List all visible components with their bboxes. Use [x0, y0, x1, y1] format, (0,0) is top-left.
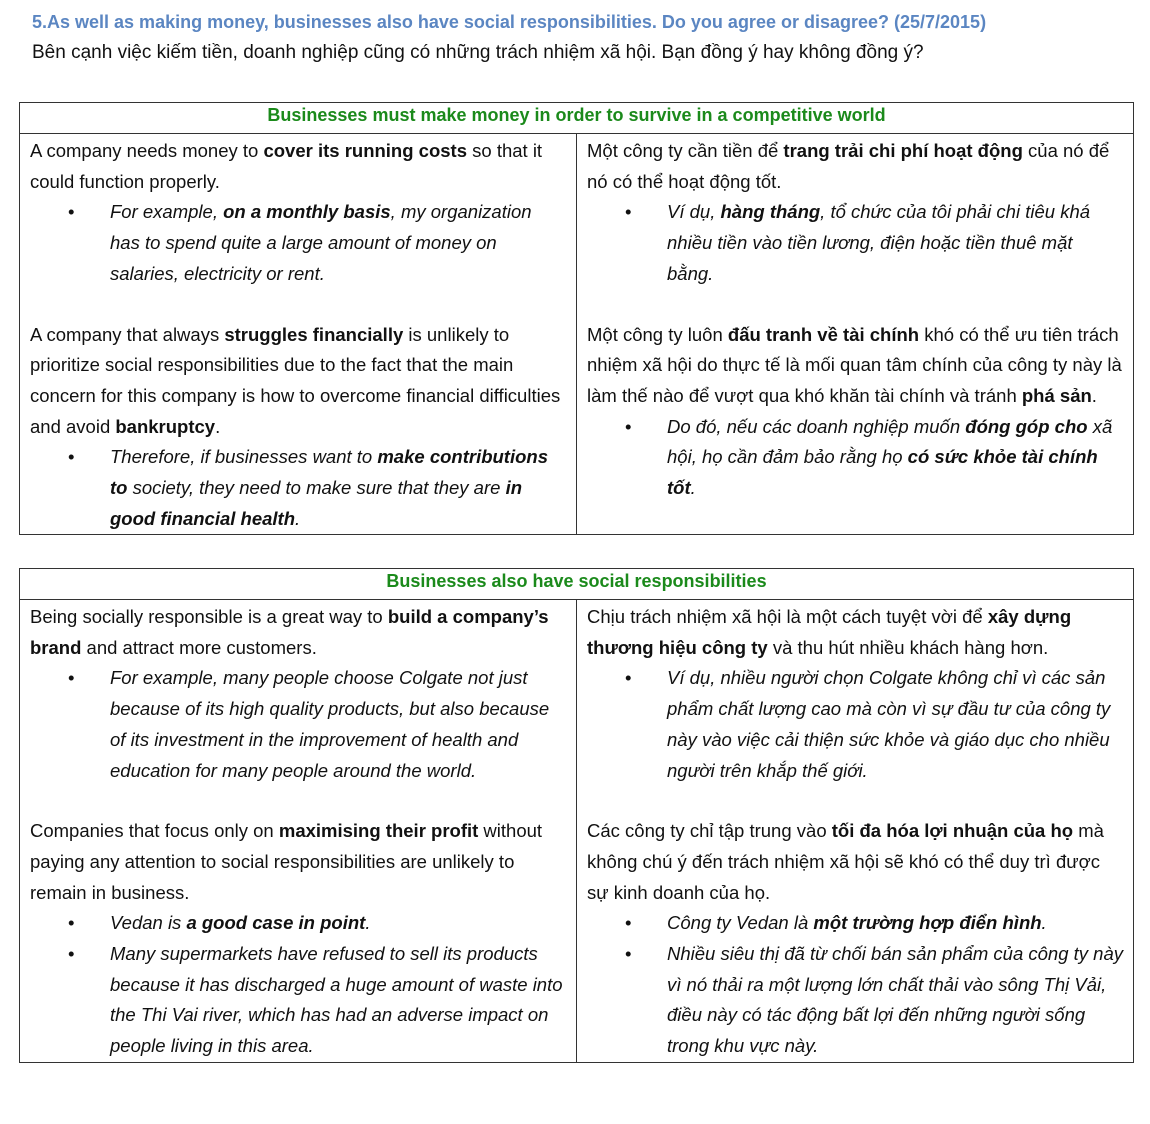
s2-vi-bullet3: • Nhiều siêu thị đã từ chối bán sản phẩm của công ty này vì nó thải ra một lượng lớn chất thải vào sông Thị Vải, điều này có tác động bất lợi đến những người sống trong khu vực này. — [667, 939, 1123, 1062]
s1-en-bullets1 — [30, 197, 566, 289]
section1-english-cell — [20, 134, 577, 535]
s2-vi-bullet2: • Công ty Vedan là một trường hợp điển hình. — [667, 908, 1123, 939]
s2-en-bullets1 — [30, 663, 566, 786]
s1-vi-para2: Một công ty luôn đấu tranh về tài chính khó có thể ưu tiên trách nhiệm xã hội do thực tế là mối quan tâm chính của công ty này là làm thế nào để vượt qua khó khăn tài chính và tránh phá sản. — [587, 323, 1122, 406]
s1-vi-bullets2 — [587, 412, 1123, 504]
s2-vi-bullet1: • Ví dụ, nhiều người chọn Colgate không chỉ vì các sản phẩm chất lượng cao mà còn vì sự đầu tư của công ty này vào việc cải thiện sức khỏe và giáo dục cho nhiều người trên khắp thế giới. — [667, 663, 1123, 786]
s1-vi-bullets1 — [587, 197, 1123, 289]
section1-table — [19, 102, 1134, 535]
question-translation: Bên cạnh việc kiếm tiền, doanh nghiệp cũng có những trách nhiệm xã hội. Bạn đồng ý hay không đồng ý? — [32, 42, 924, 63]
s1-en-bullets2 — [30, 442, 566, 534]
s1-en-para2: A company that always struggles financially is unlikely to prioritize social responsibilities due to the fact that the main concern for this company is how to overcome financial difficulties and avoid bankruptcy. — [30, 323, 561, 437]
s1-vi-para1: Một công ty cần tiền để trang trải chi phí hoạt động của nó để nó có thể hoạt động tốt. — [587, 140, 1110, 192]
section2-vietnamese-cell — [577, 600, 1134, 1063]
question-title: 5.As well as making money, businesses also have social responsibilities. Do you agree or disagree? (25/7/2015) — [32, 12, 987, 32]
section2-english-cell — [20, 600, 577, 1063]
s2-en-bullet1: • For example, many people choose Colgate not just because of its high quality products, but also because of its investment in the improvement of health and education for many people around the world. — [110, 663, 566, 786]
section1-vietnamese-cell — [577, 134, 1134, 535]
s2-vi-bullets2 — [587, 908, 1123, 1062]
s1-en-para1: A company needs money to cover its running costs so that it could function properly. — [30, 140, 543, 192]
s2-vi-bullets1 — [587, 663, 1123, 786]
s2-en-bullets2 — [30, 908, 566, 1062]
section2-table — [19, 568, 1134, 1063]
s2-vi-para2: Các công ty chỉ tập trung vào tối đa hóa lợi nhuận của họ mà không chú ý đến trách nhiệm xã hội sẽ khó có thể duy trì được sự kinh doanh của họ. — [587, 820, 1104, 903]
section2-header: Businesses also have social responsibilities — [20, 569, 1134, 600]
s2-vi-para1: Chịu trách nhiệm xã hội là một cách tuyệt vời để xây dựng thương hiệu công ty và thu hút nhiều khách hàng hơn. — [587, 606, 1072, 658]
s1-vi-bullet1: • Ví dụ, hàng tháng, tổ chức của tôi phải chi tiêu khá nhiều tiền vào tiền lương, điện hoặc tiền thuê mặt bằng. — [667, 197, 1123, 289]
s2-en-bullet2: • Vedan is a good case in point. — [110, 908, 566, 939]
s2-en-para2: Companies that focus only on maximising their profit without paying any attention to social responsibilities are unlikely to remain in business. — [30, 820, 543, 903]
s1-vi-bullet2: • Do đó, nếu các doanh nghiệp muốn đóng góp cho xã hội, họ cần đảm bảo rằng họ có sức khỏe tài chính tốt. — [667, 412, 1123, 504]
s1-en-bullet2: • Therefore, if businesses want to make contributions to society, they need to make sure that they are in good financial health. — [110, 442, 566, 534]
s1-en-bullet1: • For example, on a monthly basis, my organization has to spend quite a large amount of money on salaries, electricity or rent. — [110, 197, 566, 289]
section1-header: Businesses must make money in order to survive in a competitive world — [20, 103, 1134, 134]
s2-en-bullet3: • Many supermarkets have refused to sell its products because it has discharged a huge amount of waste into the Thi Vai river, which has had an adverse impact on people living in this area. — [110, 939, 566, 1062]
s2-en-para1: Being socially responsible is a great way to build a company’s brand and attract more customers. — [30, 606, 549, 658]
